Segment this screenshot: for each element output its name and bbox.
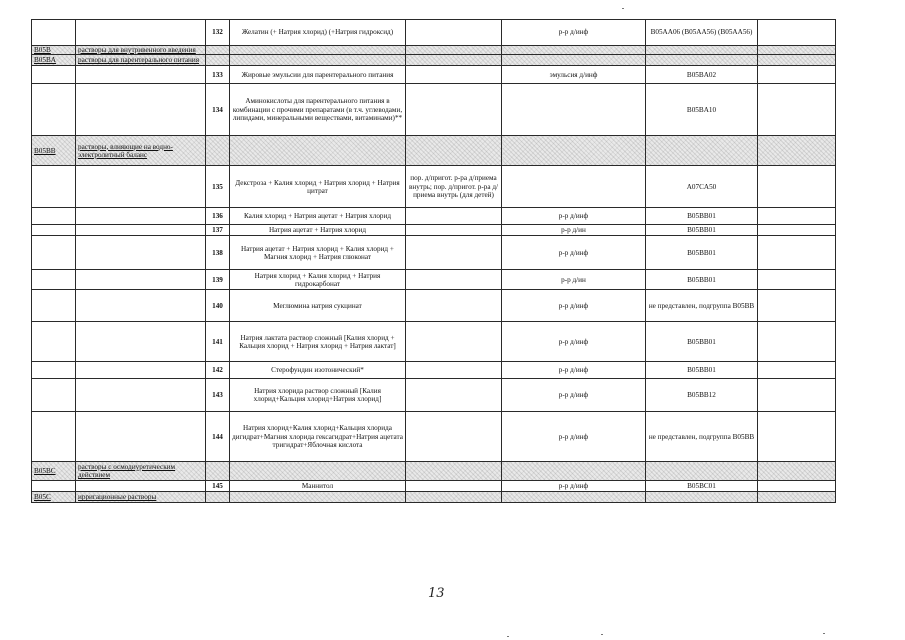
extra-cell [758, 379, 836, 412]
dosage-form-oral-cell [406, 46, 502, 55]
table-row [32, 236, 836, 270]
atc-code-cell [646, 55, 758, 66]
row-code-cell [32, 236, 76, 270]
dosage-form-oral-cell [406, 379, 502, 412]
drug-name-cell [230, 462, 406, 481]
scan-speck [507, 636, 509, 637]
table-row [32, 20, 836, 46]
extra-cell [758, 322, 836, 362]
atc-code-cell: B05BB01 [646, 236, 758, 270]
dosage-form-oral-cell [406, 290, 502, 322]
row-group-cell [76, 166, 206, 208]
dosage-form-cell: р-р д/инф [502, 379, 646, 412]
scan-speck [823, 633, 825, 634]
drug-name-cell: Меглюмина натрия сукцинат [230, 290, 406, 322]
group-header-row [32, 46, 836, 55]
dosage-form-oral-cell [406, 55, 502, 66]
dosage-form-cell: р-р д/инф [502, 208, 646, 225]
dosage-form-cell: р-р д/инф [502, 20, 646, 46]
atc-code-cell: B05BB01 [646, 362, 758, 379]
dosage-form-oral-cell: пор. д/пригот. р-ра д/приема внутрь; пор. д/пригот. р-ра д/приема внутрь (для детей) [406, 166, 502, 208]
row-code-cell [32, 166, 76, 208]
row-group-cell [76, 481, 206, 492]
dosage-form-oral-cell [406, 322, 502, 362]
row-group-cell [76, 236, 206, 270]
table-row [32, 412, 836, 462]
row-code-cell [32, 362, 76, 379]
drug-name-cell: Калия хлорид + Натрия ацетат + Натрия хлорид [230, 208, 406, 225]
row-group-cell [76, 66, 206, 84]
extra-cell [758, 55, 836, 66]
row-group-cell: растворы для парентерального питания [76, 55, 206, 66]
row-number-cell: 143 [206, 379, 230, 412]
extra-cell [758, 136, 836, 166]
row-group-cell: растворы для внутривенного введения [76, 46, 206, 55]
row-number-cell: 140 [206, 290, 230, 322]
row-number-cell: 145 [206, 481, 230, 492]
row-code-cell [32, 322, 76, 362]
row-number-cell [206, 46, 230, 55]
atc-code-cell: B05BA02 [646, 66, 758, 84]
drug-name-cell: Желатин (+ Натрия хлорид) (+Натрия гидроксид) [230, 20, 406, 46]
row-number-cell [206, 462, 230, 481]
extra-cell [758, 166, 836, 208]
row-group-cell [76, 379, 206, 412]
drug-name-cell: Стерофундин изотонический* [230, 362, 406, 379]
atc-code-cell: B05AA06 (B05AA56) (B05AA56) [646, 20, 758, 46]
drug-name-cell: Декстроза + Калия хлорид + Натрия хлорид + Натрия цитрат [230, 166, 406, 208]
drug-name-cell [230, 136, 406, 166]
atc-code-cell: B05BB01 [646, 208, 758, 225]
drug-name-cell [230, 55, 406, 66]
dosage-form-oral-cell [406, 208, 502, 225]
dosage-form-oral-cell [406, 270, 502, 290]
row-number-cell: 144 [206, 412, 230, 462]
drug-registry-table [31, 19, 836, 503]
row-number-cell: 137 [206, 225, 230, 236]
document-sheet [31, 19, 835, 503]
dosage-form-oral-cell [406, 136, 502, 166]
extra-cell [758, 236, 836, 270]
group-header-row [32, 55, 836, 66]
atc-code-cell [646, 46, 758, 55]
extra-cell [758, 492, 836, 503]
page-number: 13 [428, 586, 445, 601]
extra-cell [758, 362, 836, 379]
extra-cell [758, 462, 836, 481]
dosage-form-cell [502, 462, 646, 481]
drug-name-cell: Натрия лактата раствор сложный [Калия хлорид + Кальция хлорид + Натрия хлорид + Натрия лактат] [230, 322, 406, 362]
dosage-form-cell: эмульсия д/инф [502, 66, 646, 84]
dosage-form-cell: р-р д/ин [502, 225, 646, 236]
drug-name-cell: Аминокислоты для парентерального питания в комбинации с прочими препаратами (в т.ч. углеводами, липидами, минеральными веществами, витаминами)** [230, 84, 406, 136]
dosage-form-cell: р-р д/ин [502, 270, 646, 290]
dosage-form-cell: р-р д/инф [502, 290, 646, 322]
atc-code-cell [646, 136, 758, 166]
row-number-cell: 142 [206, 362, 230, 379]
row-code-cell [32, 208, 76, 225]
row-code-cell [32, 225, 76, 236]
row-code-cell: B05C [32, 492, 76, 503]
row-group-cell [76, 322, 206, 362]
atc-code-cell: B05BA10 [646, 84, 758, 136]
row-group-cell [76, 225, 206, 236]
row-number-cell [206, 136, 230, 166]
table-row [32, 225, 836, 236]
dosage-form-oral-cell [406, 66, 502, 84]
table-row [32, 208, 836, 225]
row-group-cell [76, 412, 206, 462]
dosage-form-cell [502, 166, 646, 208]
dosage-form-cell [502, 55, 646, 66]
table-row [32, 322, 836, 362]
extra-cell [758, 208, 836, 225]
group-header-row [32, 462, 836, 481]
row-number-cell: 141 [206, 322, 230, 362]
dosage-form-oral-cell [406, 481, 502, 492]
atc-code-cell: B05BC01 [646, 481, 758, 492]
row-code-cell [32, 270, 76, 290]
drug-name-cell: Натрия хлорид + Калия хлорид + Натрия гидрокарбонат [230, 270, 406, 290]
atc-code-cell [646, 462, 758, 481]
drug-name-cell [230, 492, 406, 503]
atc-code-cell: B05BB01 [646, 225, 758, 236]
drug-name-cell: Натрия хлорид+Калия хлорид+Кальция хлорида дигидрат+Магния хлорида гексагидрат+Натрия ацетата тригидрат+Яблочная кислота [230, 412, 406, 462]
table-row [32, 270, 836, 290]
atc-code-cell: B05BB12 [646, 379, 758, 412]
row-code-cell: B05BA [32, 55, 76, 66]
row-code-cell [32, 84, 76, 136]
row-number-cell: 132 [206, 20, 230, 46]
row-number-cell: 135 [206, 166, 230, 208]
drug-name-cell: Натрия ацетат + Натрия хлорид + Калия хлорид + Магния хлорид + Натрия глюконат [230, 236, 406, 270]
row-group-cell [76, 20, 206, 46]
table-row [32, 66, 836, 84]
extra-cell [758, 46, 836, 55]
row-group-cell [76, 208, 206, 225]
drug-name-cell: Маннитол [230, 481, 406, 492]
row-group-cell: растворы с осмодиуретическим действием [76, 462, 206, 481]
dosage-form-oral-cell [406, 462, 502, 481]
row-group-cell [76, 84, 206, 136]
dosage-form-cell [502, 136, 646, 166]
dosage-form-cell [502, 84, 646, 136]
table-row [32, 84, 836, 136]
row-code-cell [32, 290, 76, 322]
atc-code-cell: не представлен, подгруппа B05BB [646, 290, 758, 322]
row-group-cell [76, 290, 206, 322]
drug-name-cell: Натрия хлорида раствор сложный [Калия хлорид+Кальция хлорид+Натрия хлорид] [230, 379, 406, 412]
extra-cell [758, 20, 836, 46]
extra-cell [758, 270, 836, 290]
drug-name-cell [230, 46, 406, 55]
row-number-cell: 133 [206, 66, 230, 84]
dosage-form-cell [502, 492, 646, 503]
group-header-row [32, 136, 836, 166]
extra-cell [758, 84, 836, 136]
row-code-cell [32, 20, 76, 46]
atc-code-cell [646, 492, 758, 503]
row-code-cell [32, 66, 76, 84]
scan-speck [622, 8, 624, 9]
drug-name-cell: Натрия ацетат + Натрия хлорид [230, 225, 406, 236]
dosage-form-oral-cell [406, 84, 502, 136]
row-group-cell: ирригационные растворы [76, 492, 206, 503]
row-code-cell: B05B [32, 46, 76, 55]
row-number-cell: 136 [206, 208, 230, 225]
row-number-cell: 139 [206, 270, 230, 290]
table-row [32, 379, 836, 412]
extra-cell [758, 66, 836, 84]
extra-cell [758, 481, 836, 492]
row-code-cell [32, 481, 76, 492]
dosage-form-oral-cell [406, 20, 502, 46]
table-row [32, 481, 836, 492]
row-number-cell: 134 [206, 84, 230, 136]
extra-cell [758, 412, 836, 462]
atc-code-cell: B05BB01 [646, 270, 758, 290]
dosage-form-cell: р-р д/инф [502, 322, 646, 362]
atc-code-cell: B05BB01 [646, 322, 758, 362]
row-number-cell [206, 55, 230, 66]
dosage-form-cell: р-р д/инф [502, 481, 646, 492]
dosage-form-oral-cell [406, 236, 502, 270]
extra-cell [758, 290, 836, 322]
table-row [32, 290, 836, 322]
scan-speck [601, 634, 603, 635]
row-group-cell: растворы, влияющие на водно-электролитный баланс [76, 136, 206, 166]
atc-code-cell: A07CA50 [646, 166, 758, 208]
row-code-cell: B05BB [32, 136, 76, 166]
dosage-form-oral-cell [406, 225, 502, 236]
table-row [32, 362, 836, 379]
dosage-form-cell [502, 46, 646, 55]
dosage-form-oral-cell [406, 412, 502, 462]
drug-name-cell: Жировые эмульсии для парентерального питания [230, 66, 406, 84]
dosage-form-oral-cell [406, 362, 502, 379]
dosage-form-oral-cell [406, 492, 502, 503]
row-code-cell [32, 412, 76, 462]
dosage-form-cell: р-р д/инф [502, 236, 646, 270]
atc-code-cell: не представлен, подгруппа B05BB [646, 412, 758, 462]
row-number-cell: 138 [206, 236, 230, 270]
row-number-cell [206, 492, 230, 503]
extra-cell [758, 225, 836, 236]
row-code-cell [32, 379, 76, 412]
group-header-row [32, 492, 836, 503]
table-row [32, 166, 836, 208]
row-group-cell [76, 270, 206, 290]
dosage-form-cell: р-р д/инф [502, 412, 646, 462]
row-group-cell [76, 362, 206, 379]
dosage-form-cell: р-р д/инф [502, 362, 646, 379]
row-code-cell: B05BC [32, 462, 76, 481]
